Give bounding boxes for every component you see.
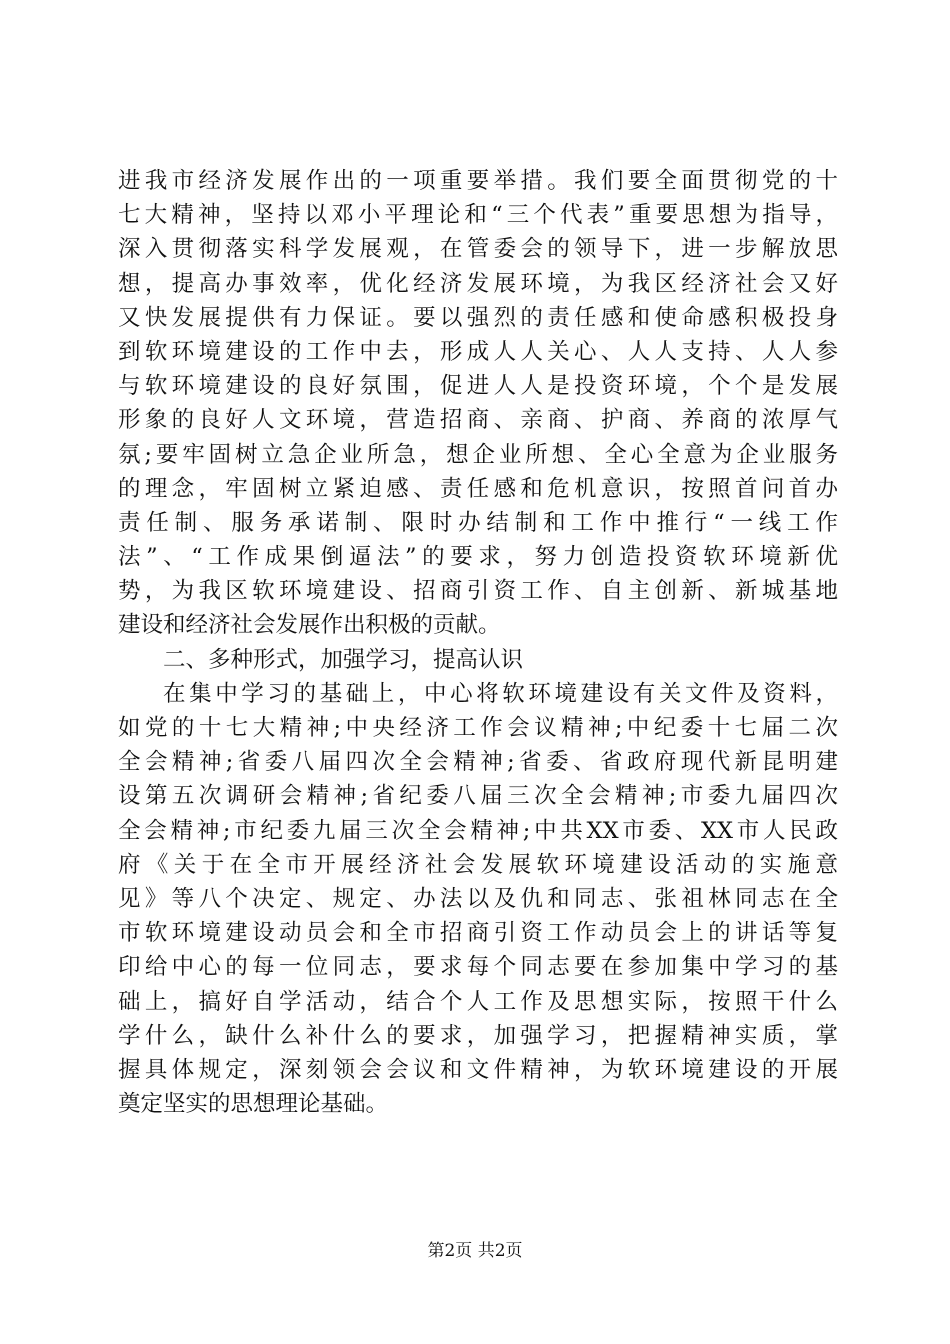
text-line: 全会精神;省委八届四次全会精神;省委、省政府现代新昆明建 [118,749,838,776]
paragraph-continuation [118,164,838,643]
text-line: 印给中心的每一位同志，要求每个同志要在参加集中学习的基 [118,954,838,981]
page-footer: 第2页 共2页 [427,1241,523,1261]
text-line: 进我市经济发展作出的一项重要举措。我们要全面贯彻党的十 [118,168,838,194]
text-line: 学什么，缺什么补什么的要求，加强学习，把握精神实质，掌 [118,1022,838,1049]
text-line: 在集中学习的基础上，中心将软环境建设有关文件及资料， [163,680,838,707]
text-line: 市软环境建设动员会和全市招商引资工作动员会上的讲话等复 [118,920,838,947]
document-body [118,164,838,1121]
text-line: 全会精神;市纪委九届三次全会精神;中共XX市委、XX市人民政 [118,817,838,844]
text-line: 责任制、服务承诺制、限时办结制和工作中推行“一线工作 [118,509,838,536]
text-line: 氛;要牢固树立急企业所急，想企业所想、全心全意为企业服务 [118,441,838,468]
text-line: 设第五次调研会精神;省纪委八届三次全会精神;市委九届四次 [118,783,838,810]
text-line: 势，为我区软环境建设、招商引资工作、自主创新、新城基地 [118,578,838,605]
text-line: 础上，搞好自学活动，结合个人工作及思想实际，按照干什么 [118,988,838,1015]
text-line: 建设和经济社会发展作出积极的贡献。 [118,612,501,639]
text-line: 的理念，牢固树立紧迫感、责任感和危机意识，按照首问首办 [118,475,838,502]
text-line: 又快发展提供有力保证。要以强烈的责任感和使命感积极投身 [118,304,838,331]
text-line: 到软环境建设的工作中去，形成人人关心、人人支持、人人参 [118,338,838,365]
text-line: 见》等八个决定、规定、办法以及仇和同志、张祖林同志在全 [118,885,838,912]
text-line: 如党的十七大精神;中央经济工作会议精神;中纪委十七届二次 [118,715,838,741]
text-line: 深入贯彻落实科学发展观，在管委会的领导下，进一步解放思 [118,236,838,263]
text-line: 握具体规定，深刻领会会议和文件精神，为软环境建设的开展 [118,1056,838,1083]
text-line: 府《关于在全市开展经济社会发展软环境建设活动的实施意 [118,851,838,878]
section-heading: 二、多种形式，加强学习，提高认识 [163,646,524,673]
text-line: 奠定坚实的思想理论基础。 [118,1091,389,1118]
text-line: 形象的良好人文环境，营造招商、亲商、护商、养商的浓厚气 [118,407,838,434]
text-line: 七大精神，坚持以邓小平理论和“三个代表”重要思想为指导， [118,202,838,229]
text-line: 法”、“工作成果倒逼法”的要求，努力创造投资软环境新优 [118,544,838,571]
paragraph-study [118,677,838,1121]
text-line: 与软环境建设的良好氛围，促进人人是投资环境，个个是发展 [118,373,838,400]
text-line: 想，提高办事效率，优化经济发展环境，为我区经济社会又好 [118,270,838,297]
